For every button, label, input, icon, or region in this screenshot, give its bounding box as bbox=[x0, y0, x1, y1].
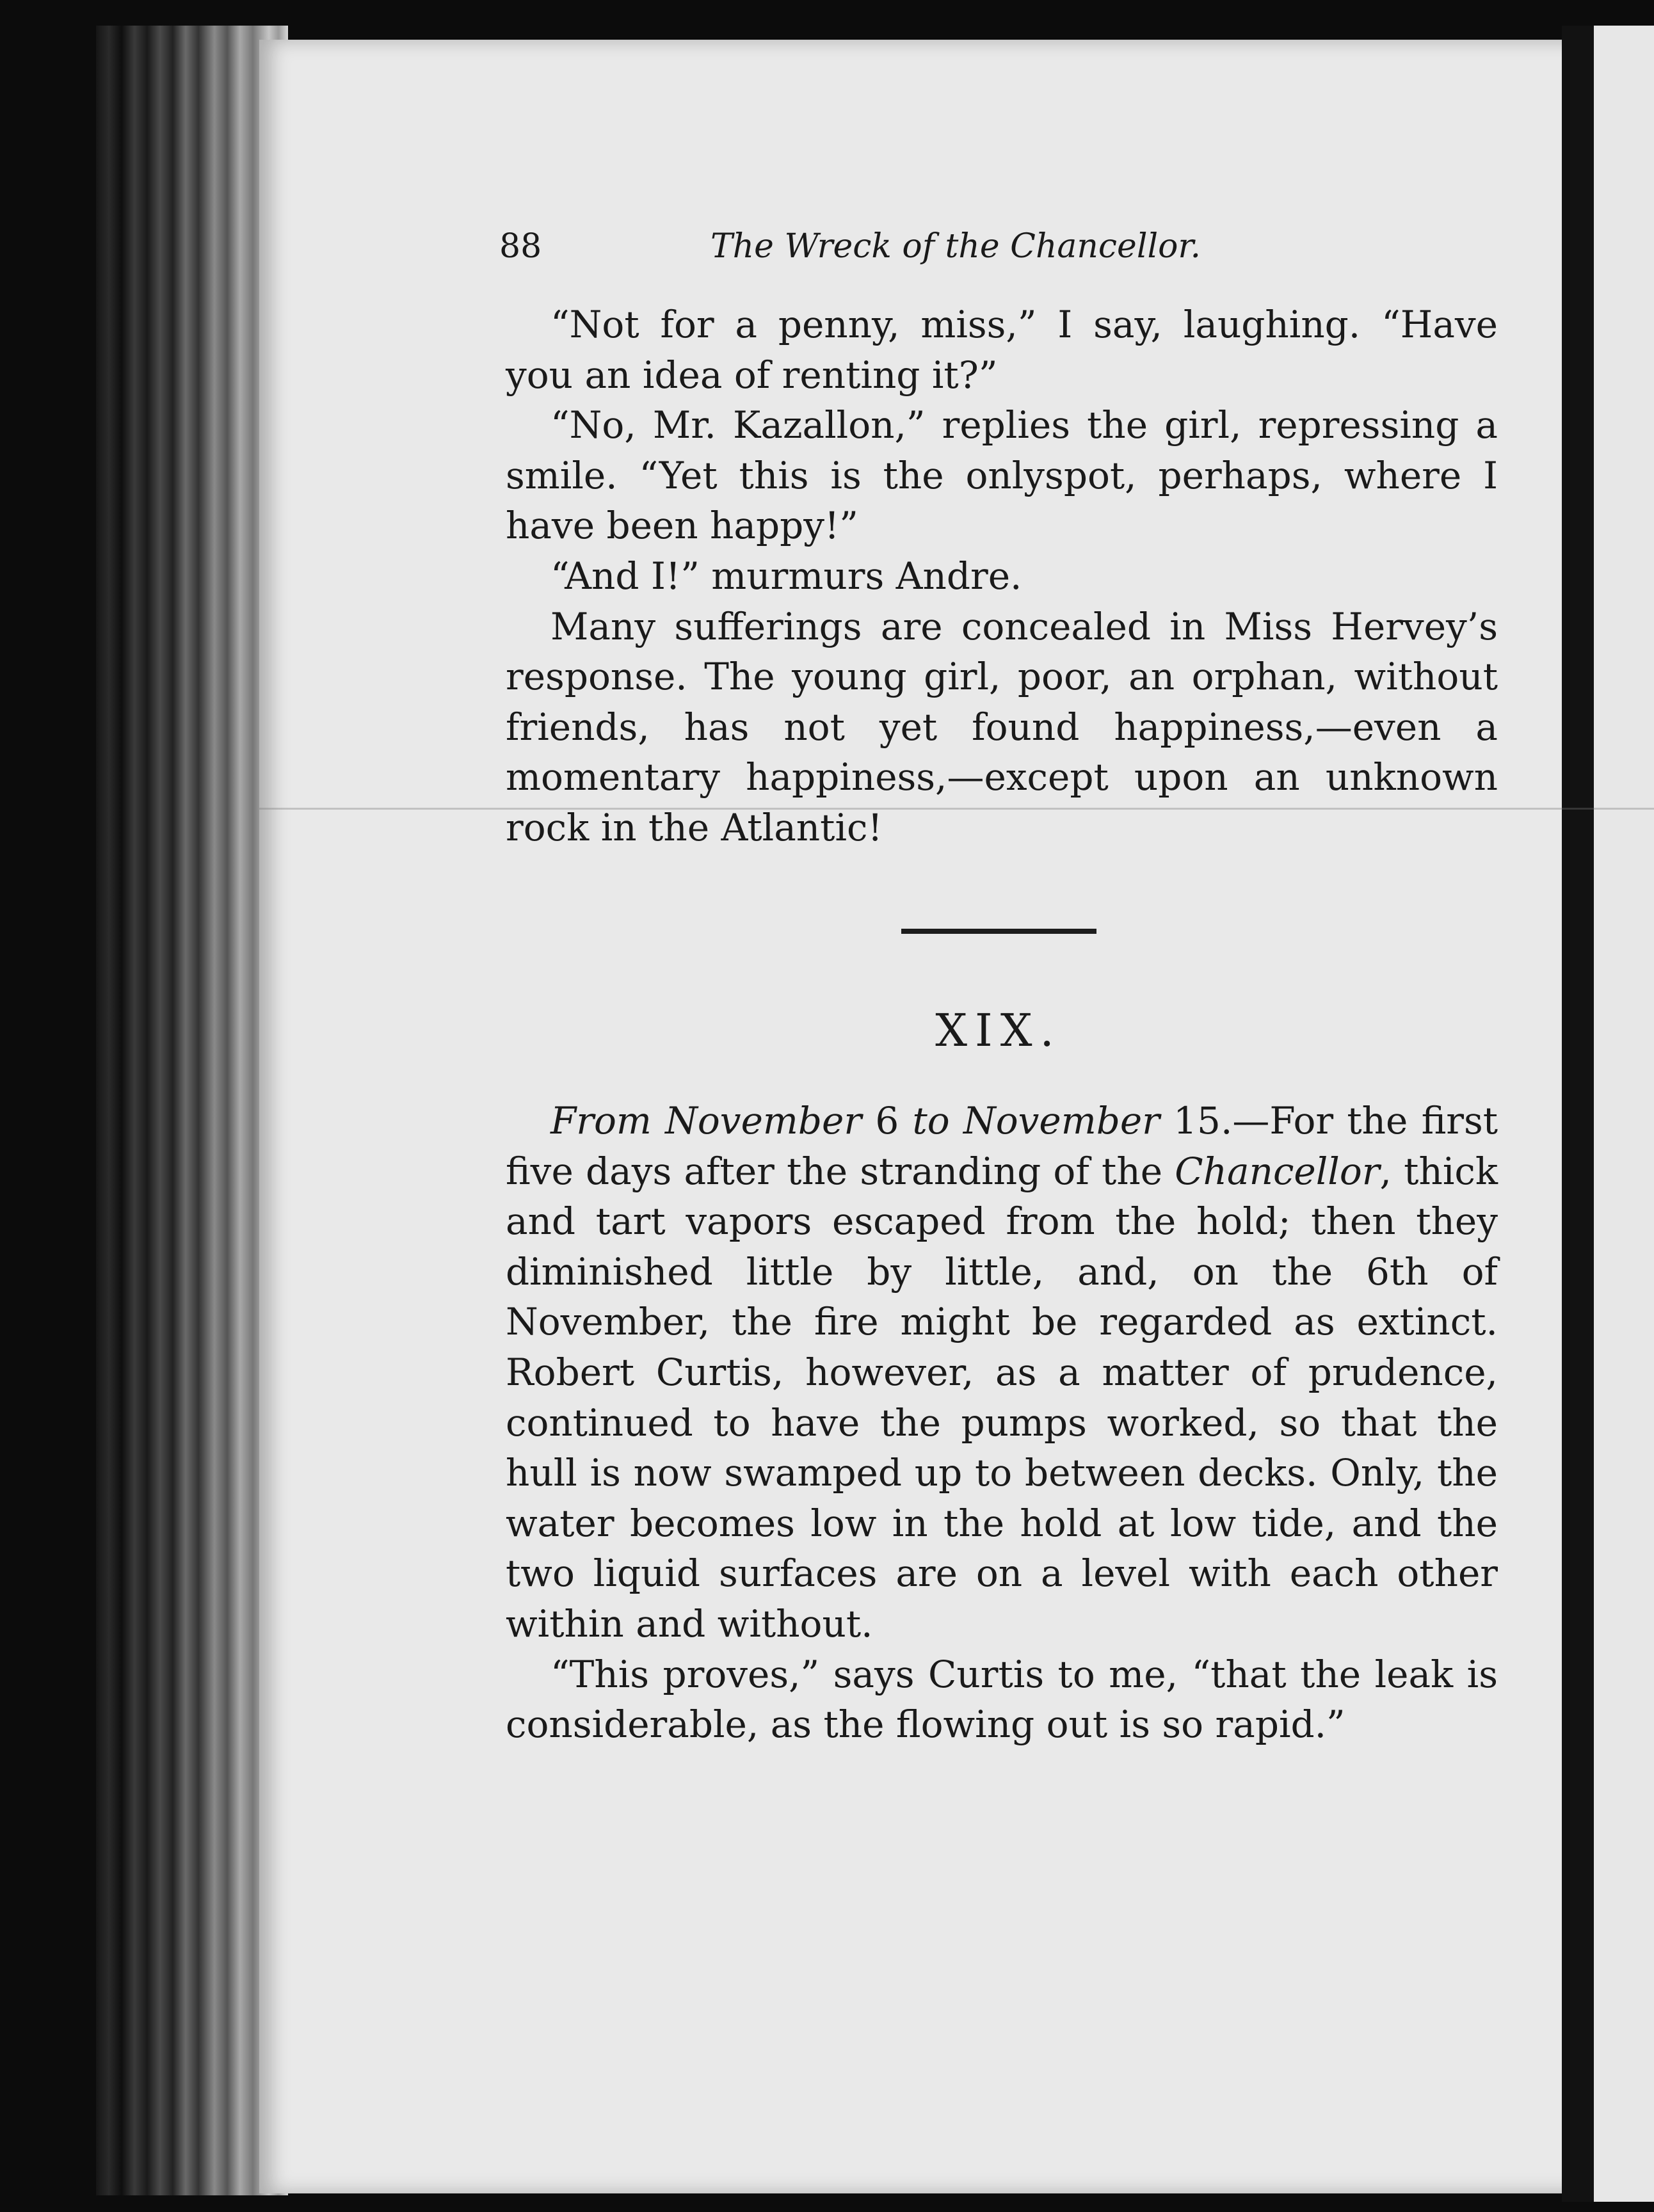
paragraph: Many sufferings are concealed in Miss Hervey’s response. The young girl, poor, an orphan, without friends, has not yet found happiness,—even a momentary happiness,—except upon an unknown rock in the Atlantic! bbox=[506, 604, 1498, 849]
binding-shadow bbox=[1562, 26, 1594, 2202]
chapter-heading: XIX. bbox=[935, 1004, 1062, 1057]
text-block-bottom bbox=[506, 1096, 1498, 1750]
chapter-opening-paragraph bbox=[506, 1096, 1498, 1649]
paragraph: “No, Mr. Kazallon,” replies the girl, repressing a smile. “Yet this is the onlyspot, perhaps, where I have been happy!” bbox=[506, 403, 1498, 548]
text-after-ship-name: , thick and tart vapors escaped from the hold; then they diminished little by little, and, on the 6th of November, the fire might be regarded as extinct. Robert Curtis, however, as a matter of prudence, continued to have the pumps worked, so that the hull is now swamped up to between decks. Only, the water becomes low in the hold at low tide, and the two liquid surfaces are on a level with each other within and without. bbox=[506, 1149, 1498, 1646]
dateline-and-text: 15.—For the first five days after the stranding of the bbox=[506, 1099, 1498, 1193]
dateline-from: From bbox=[550, 1099, 652, 1142]
facing-page-edge bbox=[1594, 26, 1654, 2202]
dateline-day-start: 6 bbox=[875, 1099, 899, 1142]
text-block-top bbox=[506, 300, 1498, 853]
dateline-month-end: November bbox=[963, 1099, 1160, 1142]
paragraph: “This proves,” says Curtis to me, “that the leak is considerable, as the flowing out is so rapid.” bbox=[506, 1652, 1498, 1747]
dateline-to: to bbox=[912, 1099, 950, 1142]
page-number: 88 bbox=[499, 227, 542, 266]
paragraph: “Not for a penny, miss,” I say, laughing. “Have you an idea of renting it?” bbox=[506, 303, 1498, 397]
ship-name: Chancellor bbox=[1175, 1149, 1380, 1193]
paragraph: “And I!” murmurs Andre. bbox=[550, 554, 1022, 598]
dateline-month-start: November bbox=[665, 1099, 862, 1142]
section-rule bbox=[901, 929, 1096, 934]
running-title: The Wreck of the Chancellor. bbox=[711, 227, 1201, 266]
running-head bbox=[499, 221, 1267, 272]
